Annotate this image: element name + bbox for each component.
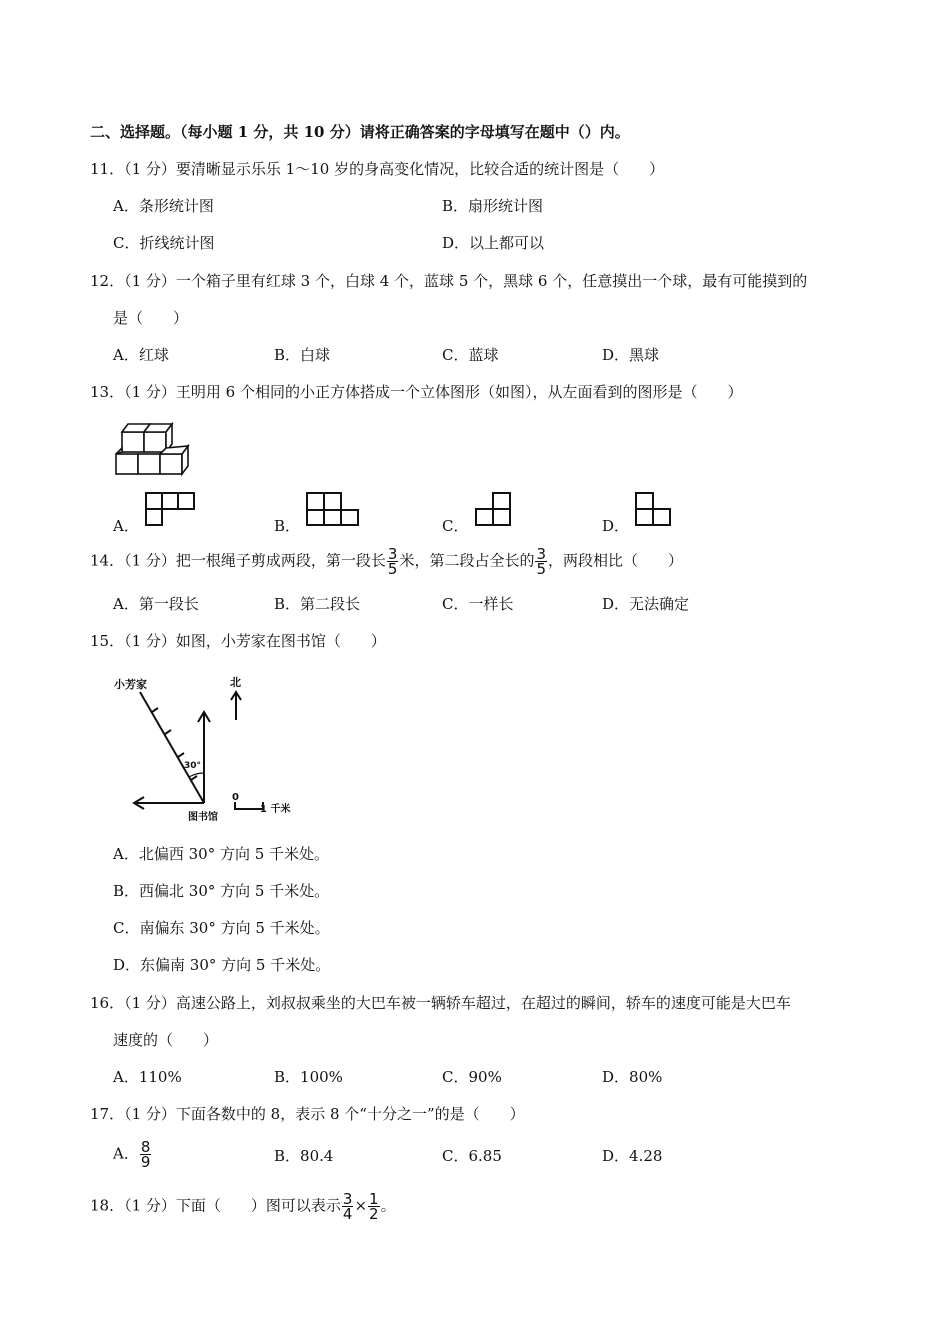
question-15-option-c[interactable]: C．南偏东 30° 方向 5 千米处。 — [113, 919, 330, 937]
fraction-denominator: 9 — [140, 1153, 151, 1171]
question-14-stem-part3: ，两段相比（ ） — [548, 551, 684, 570]
times-sign: × — [354, 1196, 368, 1215]
question-18-stem-part2: 。 — [380, 1196, 396, 1215]
question-11-option-b[interactable]: B．扇形统计图 — [442, 197, 544, 215]
direction-map-figure — [100, 670, 320, 830]
question-14-option-d[interactable]: D．无法确定 — [602, 595, 690, 613]
question-13-option-d[interactable]: D． — [602, 517, 630, 535]
question-11-option-c[interactable]: C．折线统计图 — [113, 234, 215, 252]
question-15-option-d[interactable]: D．东偏南 30° 方向 5 千米处。 — [113, 956, 331, 974]
cube-stack-figure — [112, 420, 192, 476]
fraction-eight-ninths — [140, 1140, 152, 1169]
question-18-stem — [90, 1192, 396, 1221]
option-d-shape[interactable] — [634, 491, 674, 527]
question-15-stem: 15．（1 分）如图，小芳家在图书馆（ ） — [90, 632, 386, 650]
question-16-option-a[interactable]: A．110% — [113, 1068, 182, 1086]
option-c-shape[interactable] — [474, 491, 514, 527]
question-17-option-d[interactable]: D．4.28 — [602, 1147, 663, 1165]
question-16-option-c[interactable]: C．90% — [442, 1068, 502, 1086]
question-12-option-c[interactable]: C．蓝球 — [442, 346, 499, 364]
question-16-option-d[interactable]: D．80% — [602, 1068, 663, 1086]
question-12-stem-line2: 是（ ） — [113, 309, 189, 327]
question-11-option-d[interactable]: D．以上都可以 — [442, 234, 545, 252]
question-16-stem-line2: 速度的（ ） — [113, 1031, 219, 1049]
question-14-option-a[interactable]: A．第一段长 — [113, 595, 199, 613]
question-13-stem: 13．（1 分）王明用 6 个相同的小正方体搭成一个立体图形（如图），从左面看到的图形是（ ） — [90, 383, 743, 401]
question-18-stem-part1: 18．（1 分）下面（ ）图可以表示 — [90, 1196, 341, 1215]
library-label: 图书馆 — [188, 812, 218, 823]
question-12-option-d[interactable]: D．黑球 — [602, 346, 660, 364]
question-14-stem-part2: 米，第二段占全长的 — [399, 551, 535, 570]
fraction-denominator: 2 — [369, 1205, 379, 1223]
home-label: 小芳家 — [114, 678, 147, 691]
question-16-stem-line1: 16．（1 分）高速公路上，刘叔叔乘坐的大巴车被一辆轿车超过，在超过的瞬间，轿车的速度可能是大巴车 — [90, 994, 791, 1012]
question-14-stem-part1: 14．（1 分）把一根绳子剪成两段，第一段长 — [90, 551, 386, 570]
question-17-stem: 17．（1 分）下面各数中的 8，表示 8 个“十分之一”的是（ ） — [90, 1105, 525, 1123]
fraction-denominator: 5 — [387, 560, 398, 578]
question-12-stem-line1: 12．（1 分）一个箱子里有红球 3 个，白球 4 个，蓝球 5 个，黑球 6 个，任意摸出一个球，最有可能摸到的 — [90, 272, 808, 290]
fraction-numerator: 8 — [140, 1138, 151, 1156]
fraction-three-fifths-2 — [535, 547, 547, 576]
question-13-option-c[interactable]: C． — [442, 517, 469, 535]
scale-one-km-label: 1 千米 — [260, 804, 291, 815]
question-16-option-b[interactable]: B．100% — [274, 1068, 343, 1086]
question-15-option-b[interactable]: B．西偏北 30° 方向 5 千米处。 — [113, 882, 330, 900]
fraction-denominator: 5 — [536, 560, 547, 578]
question-17-option-b[interactable]: B．80.4 — [274, 1147, 334, 1165]
question-11-stem: 11．（1 分）要清晰显示乐乐 1～10 岁的身高变化情况，比较合适的统计图是（ ） — [90, 160, 665, 178]
fraction-three-quarters — [342, 1192, 354, 1221]
fraction-denominator: 4 — [342, 1205, 353, 1223]
scale-zero-label: 0 — [232, 792, 239, 803]
section-title: 二、选择题。（每小题 1 分，共 10 分）请将正确答案的字母填写在题中（）内。 — [90, 123, 630, 141]
fraction-numerator: 1 — [369, 1190, 379, 1208]
question-14-option-c[interactable]: C．一样长 — [442, 595, 514, 613]
question-12-option-a[interactable]: A．红球 — [113, 346, 169, 364]
option-b-shape[interactable] — [305, 491, 361, 527]
question-17-option-a[interactable] — [113, 1140, 152, 1169]
question-13-option-b[interactable]: B． — [274, 517, 301, 535]
fraction-numerator: 3 — [342, 1190, 353, 1208]
question-15-option-a[interactable]: A．北偏西 30° 方向 5 千米处。 — [113, 845, 330, 863]
angle-label: 30° — [184, 761, 202, 771]
question-14-option-b[interactable]: B．第二段长 — [274, 595, 361, 613]
question-14-stem — [90, 547, 683, 576]
fraction-numerator: 3 — [387, 545, 398, 563]
option-a-shape[interactable] — [144, 491, 196, 527]
fraction-one-half — [368, 1192, 380, 1221]
north-label: 北 — [230, 676, 241, 689]
question-17-option-c[interactable]: C．6.85 — [442, 1147, 502, 1165]
question-13-option-a[interactable]: A． — [113, 517, 139, 535]
question-11-option-a[interactable]: A．条形统计图 — [113, 197, 214, 215]
question-12-option-b[interactable]: B．白球 — [274, 346, 331, 364]
fraction-three-fifths — [387, 547, 399, 576]
option-a-label: A． — [113, 1144, 139, 1163]
fraction-numerator: 3 — [536, 545, 547, 563]
